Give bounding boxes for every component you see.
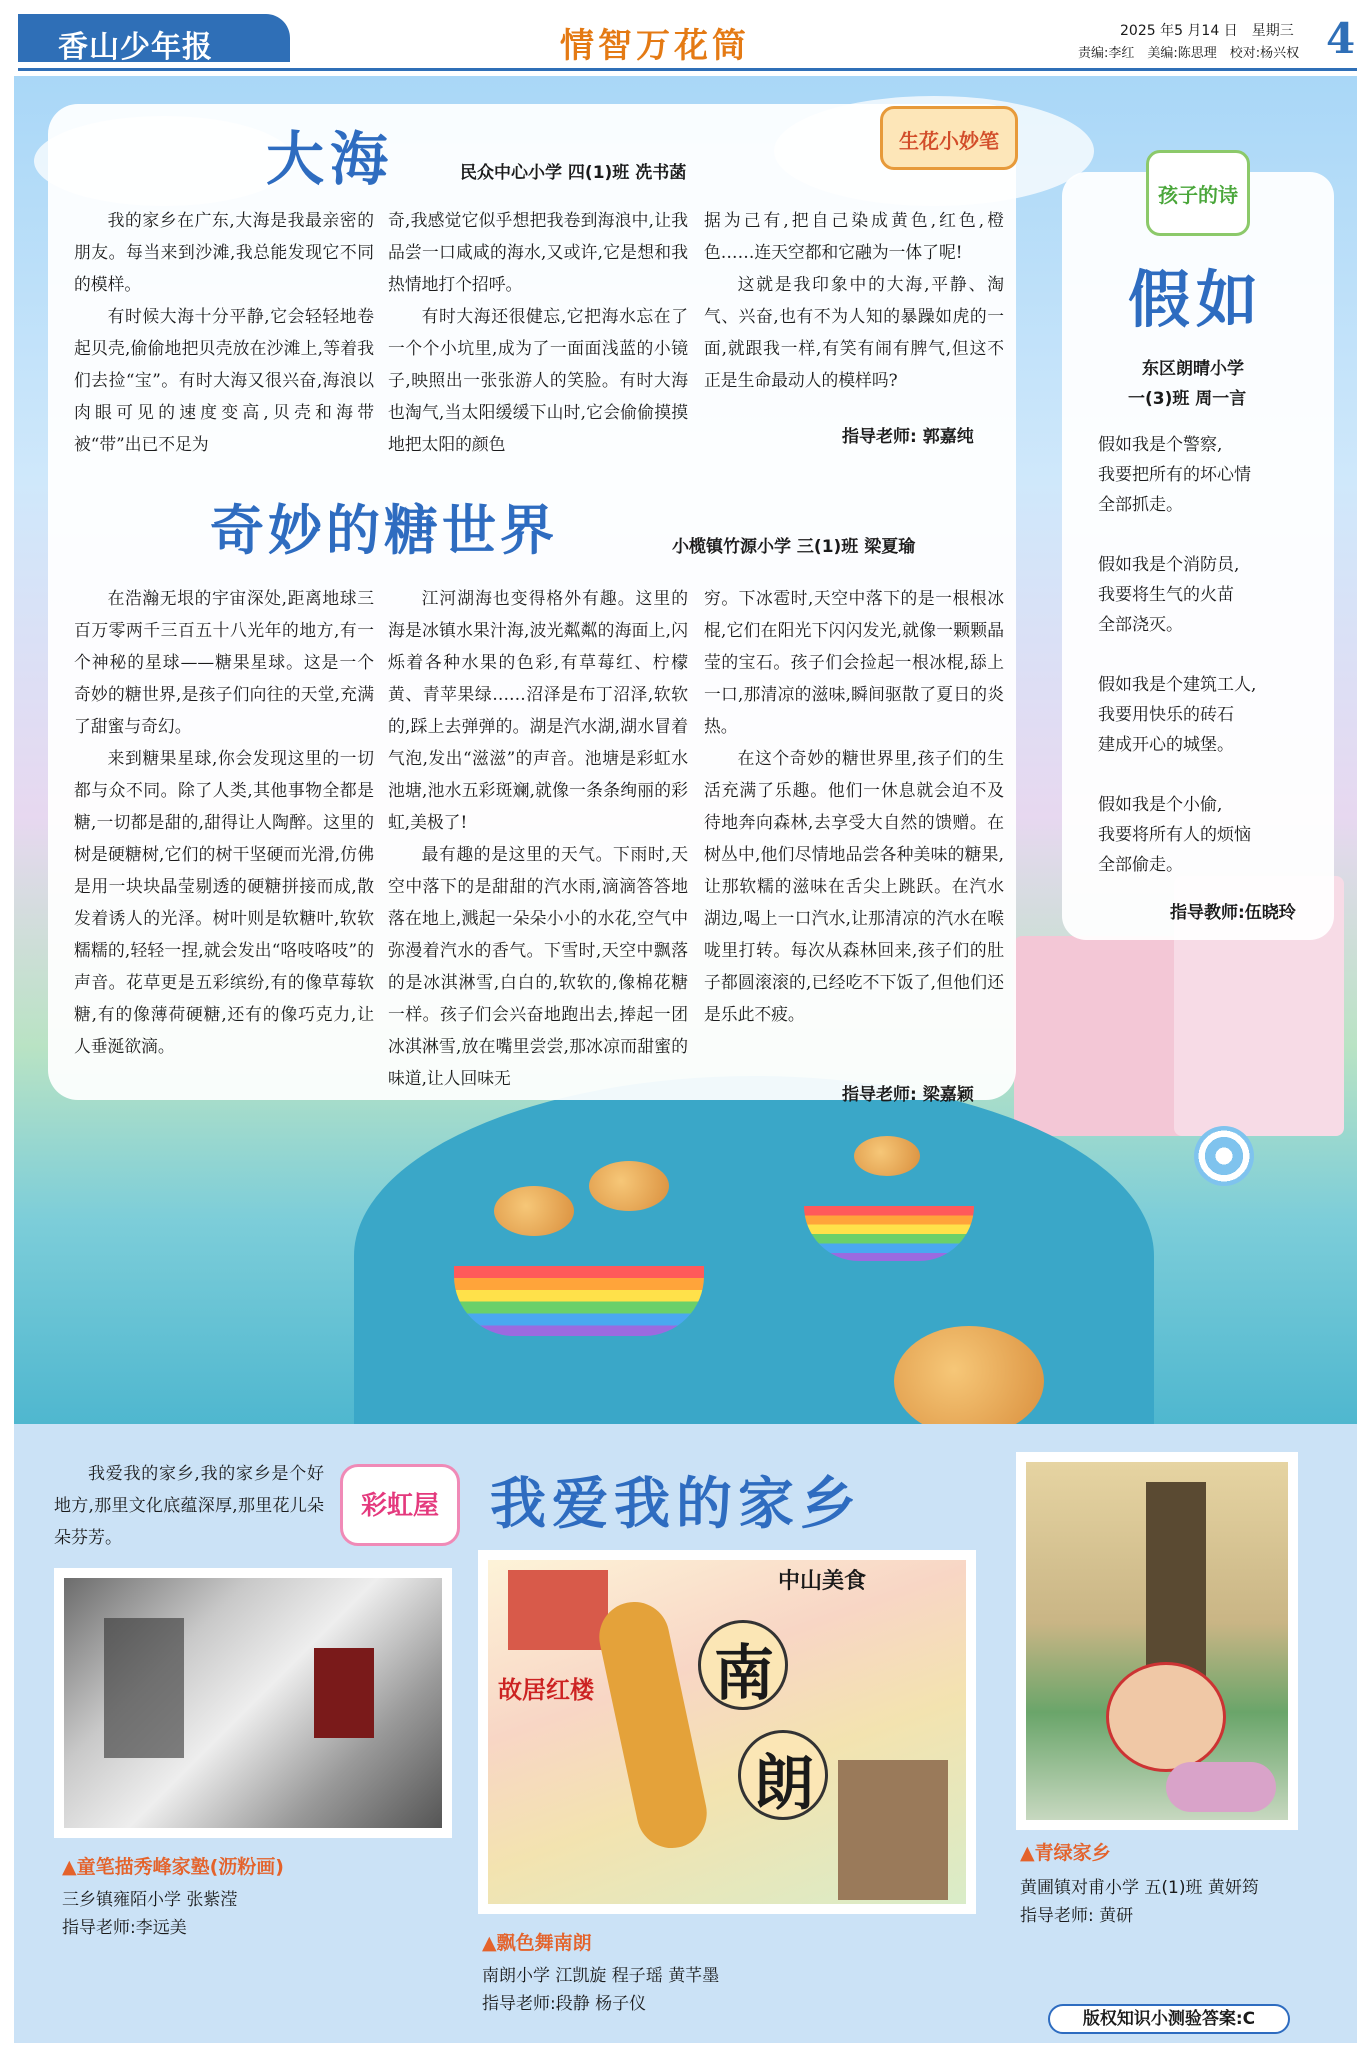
painting-lion-dance <box>1106 1662 1226 1772</box>
poem-line: 全部偷走。 <box>1098 855 1183 875</box>
masthead <box>0 0 1371 70</box>
artwork-ink-drawing <box>54 1568 452 1838</box>
cookie-hat <box>494 1186 574 1236</box>
stamp-text: 生花小妙笔 <box>899 129 999 153</box>
rainbow-boat <box>454 1266 704 1336</box>
article-column <box>74 204 374 460</box>
paragraph: 奇,我感觉它似乎想把我卷到海浪中,让我品尝一口咸咸的海水,又或许,它是想和我热情地打个招呼。 <box>388 210 688 294</box>
paragraph: 有时大海还很健忘,它把海水忘在了一个个小坑里,成为了一面面浅蓝的小镜子,映照出一张张游人的笑脸。有时大海也淘气,当太阳缓缓下山时,它会偷偷摸摸地把太阳的颜色 <box>388 306 688 454</box>
teacher-credit: 指导老师: 梁嘉颖 <box>842 1085 974 1105</box>
artwork-author: 南朗小学 江凯旋 程子瑶 黄芊墨 <box>482 1966 720 1986</box>
page-number: 4 <box>1326 14 1356 63</box>
poem-school: 东区朗晴小学 <box>1142 359 1244 379</box>
badge-text: 彩虹屋 <box>360 1491 439 1521</box>
poem-line: 全部浇灭。 <box>1098 615 1183 635</box>
article-byline: 民众中心小学 四(1)班 冼书菡 <box>460 163 687 183</box>
section-title: 我爱我的家乡 <box>490 1472 862 1537</box>
article-title: 奇妙的糖世界 <box>210 499 558 562</box>
article-title: 大海 <box>266 125 395 193</box>
artwork-nanlang-poster <box>478 1550 976 1914</box>
paragraph: 有时候大海十分平静,它会轻轻地卷起贝壳,偷偷地把贝壳放在沙滩上,等着我们去捡“宝”。有时大海又很兴奋,海浪以肉眼可见的速度变高,贝壳和海带被“带”出已不足为 <box>74 306 374 454</box>
poem-body <box>1098 430 1328 880</box>
paragraph: 这就是我印象中的大海,平静、淘气、兴奋,也有不为人知的暴躁如虎的一面,就跟我一样,有笑有闹有脾气,但这不正是生命最动人的模样吗? <box>704 274 1004 390</box>
paragraph: 穷。下冰雹时,天空中落下的是一根根冰棍,它们在阳光下闪闪发光,就像一颗颗晶莹的宝石。孩子们会捡起一根冰棍,舔上一口,那清凉的滋味,瞬间驱散了夏日的炎热。 <box>704 588 1004 736</box>
red-door-shape <box>314 1648 374 1738</box>
artwork-teacher: 指导老师: 黄研 <box>1020 1906 1134 1926</box>
paragraph: 在这个奇妙的糖世界里,孩子们的生活充满了乐趣。他们一休息就会迫不及待地奔向森林,去享受大自然的馈赠。在树丛中,他们尽情地品尝各种美味的糖果,让那软糯的滋味在舌尖上跳跃。在汽水湖边,喝上一口汽水,让那清凉的汽水在喉咙里打转。每次从森林回来,孩子们的肚子都圆滚滚的,已经吃不下饭了,但他们还是乐此不疲。 <box>704 748 1004 1024</box>
painting-text: 故居红楼 <box>498 1676 594 1704</box>
cookie-hat <box>589 1161 669 1211</box>
artwork-green-hometown <box>1016 1452 1298 1830</box>
editor-credits: 责编:李红 美编:陈思理 校对:杨兴权 <box>1078 46 1300 61</box>
stamp-text: 孩子的诗 <box>1158 183 1238 207</box>
paragraph: 我的家乡在广东,大海是我最亲密的朋友。每当来到沙滩,我总能发现它不同的模样。 <box>74 210 374 294</box>
column-stamp <box>880 106 1018 170</box>
artwork-author: 三乡镇雍陌小学 张紫滢 <box>62 1890 238 1910</box>
poem-line: 假如我是个警察, <box>1098 435 1223 455</box>
poem-title: 假如 <box>1128 263 1265 336</box>
section-title: 情智万花筒 <box>560 26 750 66</box>
poem-line: 假如我是个建筑工人, <box>1098 675 1257 695</box>
paragraph: 最有趣的是这里的天气。下雨时,天空中落下的是甜甜的汽水雨,滴滴答答地落在地上,溅起一朵朵小小的水花,空气中弥漫着汽水的香气。下雪时,天空中飘落的是冰淇淋雪,白白的,软软的,像棉花糖一样。孩子们会兴奋地跑出去,捧起一团冰淇淋雪,放在嘴里尝尝,那冰凉而甜蜜的味道,让人回味无 <box>388 844 688 1088</box>
article-column <box>388 582 688 1094</box>
intro-text: 我爱我的家乡,我的家乡是个好地方,那里文化底蕴深厚,那里花儿朵朵芬芳。 <box>54 1464 324 1548</box>
teacher-credit: 指导教师:伍晓玲 <box>1170 903 1296 923</box>
poem-line: 假如我是个消防员, <box>1098 555 1240 575</box>
poem-line: 我要把所有的坏心情 <box>1098 465 1251 485</box>
newspaper-logo <box>18 14 290 65</box>
section-intro <box>54 1458 324 1554</box>
paragraph: 江河湖海也变得格外有趣。这里的海是冰镇水果汁海,波光粼粼的海面上,闪烁着各种水果的色彩,有草莓红、柠檬黄、青苹果绿……沼泽是布丁沼泽,软软的,踩上去弹弹的。湖是汽水湖,湖水冒着气泡,发出“滋滋”的声音。池塘是彩虹水池塘,池水五彩斑斓,就像一条条绚丽的彩虹,美极了! <box>388 588 688 832</box>
poem-line: 全部抓走。 <box>1098 495 1183 515</box>
article-column <box>704 204 1004 396</box>
painting-text: 中山美食 <box>778 1569 867 1594</box>
poem-author: 一(3)班 周一言 <box>1128 389 1247 409</box>
article-column <box>388 204 688 460</box>
paragraph: 来到糖果星球,你会发现这里的一切都与众不同。除了人类,其他事物全都是糖,一切都是甜的,甜得让人陶醉。这里的树是硬糖树,它们的树干坚硬而光滑,仿佛是用一块块晶莹剔透的硬糖拼接而成,散发着诱人的光泽。树叶则是软糖叶,软软糯糯的,轻轻一捏,就会发出“咯吱咯吱”的声音。花草更是五彩缤纷,有的像草莓软糖,有的像薄荷硬糖,还有的像巧克力,让人垂涎欲滴。 <box>74 748 374 1056</box>
rainbow-house-badge <box>340 1464 460 1546</box>
issue-date: 2025 年5 月14 日 星期三 <box>1120 23 1294 39</box>
header-rule <box>18 68 1357 71</box>
paragraph: 据为己有,把自己染成黄色,红色,橙色……连天空都和它融为一体了呢! <box>704 210 1004 262</box>
poem-stamp <box>1146 150 1250 236</box>
painting-building <box>838 1760 948 1900</box>
artwork-author: 黄圃镇对甫小学 五(1)班 黄妍筠 <box>1020 1878 1259 1898</box>
poem-line: 建成开心的城堡。 <box>1098 735 1234 755</box>
doorway-shape <box>104 1618 184 1758</box>
artwork-teacher: 指导老师:李远美 <box>62 1918 187 1938</box>
poem-line: 假如我是个小偷, <box>1098 795 1223 815</box>
painting-building <box>508 1570 608 1650</box>
article-column <box>704 582 1004 1030</box>
painting-dragon <box>593 1595 713 1854</box>
poem-line: 我要将所有人的烦恼 <box>1098 825 1251 845</box>
article-byline: 小榄镇竹源小学 三(1)班 梁夏瑜 <box>672 537 916 557</box>
quiz-answer-box: 版权知识小测验答案:C <box>1048 2004 1290 2034</box>
logo-text: 香山少年报 <box>58 30 213 65</box>
painting-flowers <box>1166 1762 1276 1812</box>
teacher-credit: 指导老师: 郭嘉纯 <box>842 427 974 447</box>
article-column <box>74 582 374 1062</box>
cookie-hat <box>854 1136 920 1176</box>
painting-text: 南 <box>714 1639 774 1709</box>
painting-pagoda <box>1146 1482 1206 1682</box>
artwork-caption: ▲童笔描秀峰家塾(沥粉画) <box>62 1856 284 1878</box>
artwork-teacher: 指导老师:段静 杨子仪 <box>482 1994 647 2014</box>
poem-line: 我要用快乐的砖石 <box>1098 705 1234 725</box>
artwork-caption: ▲青绿家乡 <box>1020 1842 1111 1864</box>
poem-line: 我要将生气的火苗 <box>1098 585 1234 605</box>
artwork-caption: ▲飘色舞南朗 <box>482 1932 592 1954</box>
lollipop <box>1194 1126 1254 1186</box>
painting-text: 朗 <box>754 1749 814 1819</box>
paragraph: 在浩瀚无垠的宇宙深处,距离地球三百万零两千三百五十八光年的地方,有一个神秘的星球——糖果星球。这是一个奇妙的糖世界,是孩子们向往的天堂,充满了甜蜜与奇幻。 <box>74 588 374 736</box>
